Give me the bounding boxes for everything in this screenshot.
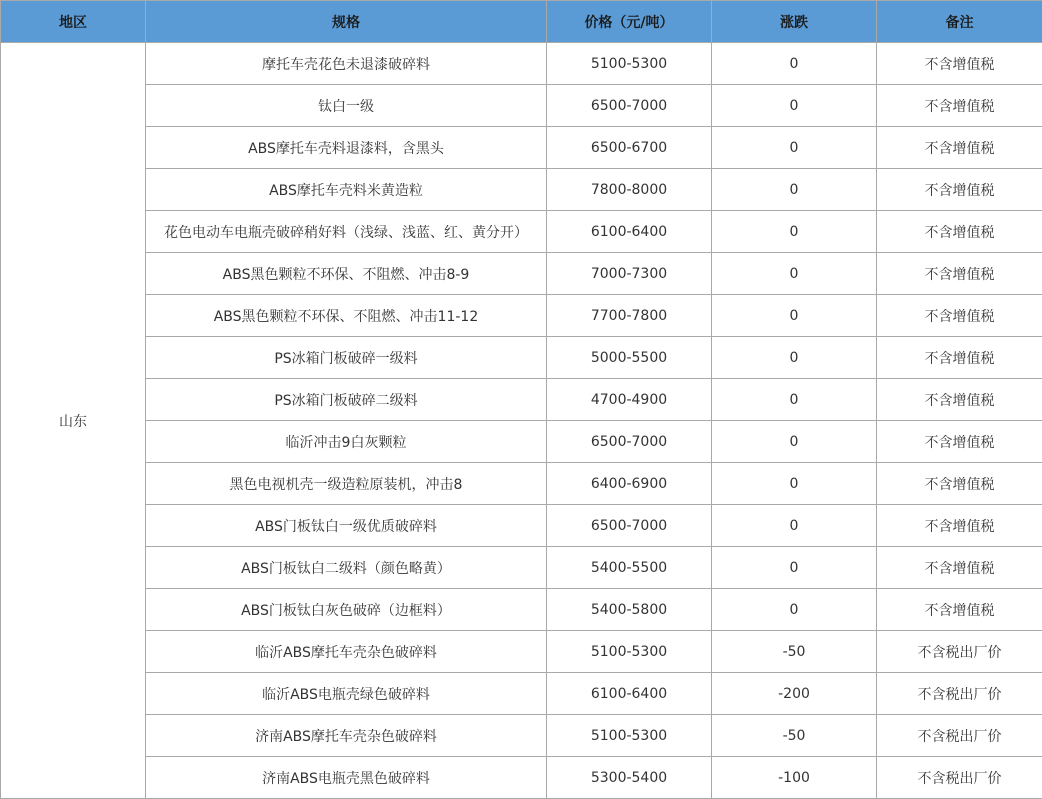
note-cell: 不含增值税 bbox=[877, 379, 1042, 421]
price-cell: 4700-4900 bbox=[547, 379, 712, 421]
spec-cell: 钛白一级 bbox=[146, 85, 547, 127]
price-cell: 5300-5400 bbox=[547, 757, 712, 799]
table-row bbox=[1, 295, 1042, 337]
table-body bbox=[1, 43, 1042, 799]
change-cell: 0 bbox=[712, 379, 877, 421]
spec-cell: PS冰箱门板破碎一级料 bbox=[146, 337, 547, 379]
header-change: 涨跌 bbox=[712, 1, 877, 43]
spec-cell: 济南ABS电瓶壳黑色破碎料 bbox=[146, 757, 547, 799]
price-cell: 5100-5300 bbox=[547, 43, 712, 85]
price-cell: 5100-5300 bbox=[547, 715, 712, 757]
table-header bbox=[1, 1, 1042, 43]
table-row bbox=[1, 505, 1042, 547]
price-cell: 7000-7300 bbox=[547, 253, 712, 295]
table-row bbox=[1, 589, 1042, 631]
table-row bbox=[1, 757, 1042, 799]
table-row bbox=[1, 211, 1042, 253]
note-cell: 不含税出厂价 bbox=[877, 631, 1042, 673]
spec-cell: PS冰箱门板破碎二级料 bbox=[146, 379, 547, 421]
price-cell: 5400-5500 bbox=[547, 547, 712, 589]
table-row bbox=[1, 337, 1042, 379]
spec-cell: ABS黑色颗粒不环保、不阻燃、冲击8-9 bbox=[146, 253, 547, 295]
note-cell: 不含税出厂价 bbox=[877, 715, 1042, 757]
note-cell: 不含增值税 bbox=[877, 169, 1042, 211]
note-cell: 不含增值税 bbox=[877, 211, 1042, 253]
change-cell: -200 bbox=[712, 673, 877, 715]
note-cell: 不含增值税 bbox=[877, 505, 1042, 547]
price-cell: 5400-5800 bbox=[547, 589, 712, 631]
change-cell: 0 bbox=[712, 463, 877, 505]
spec-cell: 黑色电视机壳一级造粒原装机，冲击8 bbox=[146, 463, 547, 505]
price-cell: 6500-7000 bbox=[547, 421, 712, 463]
header-price: 价格（元/吨） bbox=[547, 1, 712, 43]
change-cell: -50 bbox=[712, 715, 877, 757]
spec-cell: 临沂冲击9白灰颗粒 bbox=[146, 421, 547, 463]
price-cell: 7700-7800 bbox=[547, 295, 712, 337]
spec-cell: 济南ABS摩托车壳杂色破碎料 bbox=[146, 715, 547, 757]
spec-cell: ABS摩托车壳料米黄造粒 bbox=[146, 169, 547, 211]
price-cell: 5100-5300 bbox=[547, 631, 712, 673]
change-cell: 0 bbox=[712, 505, 877, 547]
table-row bbox=[1, 631, 1042, 673]
region-cell: 山东 bbox=[1, 43, 146, 799]
note-cell: 不含增值税 bbox=[877, 295, 1042, 337]
change-cell: 0 bbox=[712, 43, 877, 85]
price-cell: 7800-8000 bbox=[547, 169, 712, 211]
note-cell: 不含增值税 bbox=[877, 253, 1042, 295]
spec-cell: ABS门板钛白一级优质破碎料 bbox=[146, 505, 547, 547]
change-cell: 0 bbox=[712, 337, 877, 379]
change-cell: 0 bbox=[712, 547, 877, 589]
header-spec: 规格 bbox=[146, 1, 547, 43]
header-note: 备注 bbox=[877, 1, 1042, 43]
spec-cell: 临沂ABS摩托车壳杂色破碎料 bbox=[146, 631, 547, 673]
table-row bbox=[1, 253, 1042, 295]
table-row bbox=[1, 715, 1042, 757]
price-cell: 6500-6700 bbox=[547, 127, 712, 169]
price-cell: 6500-7000 bbox=[547, 85, 712, 127]
note-cell: 不含增值税 bbox=[877, 43, 1042, 85]
header-row bbox=[1, 1, 1042, 43]
table-row bbox=[1, 169, 1042, 211]
price-cell: 6100-6400 bbox=[547, 673, 712, 715]
note-cell: 不含增值税 bbox=[877, 463, 1042, 505]
note-cell: 不含增值税 bbox=[877, 547, 1042, 589]
table-row bbox=[1, 43, 1042, 85]
table-row bbox=[1, 547, 1042, 589]
change-cell: 0 bbox=[712, 211, 877, 253]
price-cell: 5000-5500 bbox=[547, 337, 712, 379]
change-cell: 0 bbox=[712, 589, 877, 631]
note-cell: 不含增值税 bbox=[877, 85, 1042, 127]
change-cell: 0 bbox=[712, 295, 877, 337]
note-cell: 不含税出厂价 bbox=[877, 757, 1042, 799]
price-cell: 6500-7000 bbox=[547, 505, 712, 547]
change-cell: 0 bbox=[712, 421, 877, 463]
spec-cell: 花色电动车电瓶壳破碎稍好料（浅绿、浅蓝、红、黄分开） bbox=[146, 211, 547, 253]
table-row bbox=[1, 85, 1042, 127]
note-cell: 不含增值税 bbox=[877, 421, 1042, 463]
change-cell: -100 bbox=[712, 757, 877, 799]
table-row bbox=[1, 127, 1042, 169]
spec-cell: ABS黑色颗粒不环保、不阻燃、冲击11-12 bbox=[146, 295, 547, 337]
note-cell: 不含增值税 bbox=[877, 589, 1042, 631]
change-cell: 0 bbox=[712, 85, 877, 127]
table-row bbox=[1, 673, 1042, 715]
change-cell: 0 bbox=[712, 253, 877, 295]
note-cell: 不含税出厂价 bbox=[877, 673, 1042, 715]
note-cell: 不含增值税 bbox=[877, 127, 1042, 169]
spec-cell: ABS门板钛白灰色破碎（边框料） bbox=[146, 589, 547, 631]
table-row bbox=[1, 379, 1042, 421]
change-cell: 0 bbox=[712, 127, 877, 169]
table-row bbox=[1, 463, 1042, 505]
table-row bbox=[1, 421, 1042, 463]
price-cell: 6100-6400 bbox=[547, 211, 712, 253]
change-cell: 0 bbox=[712, 169, 877, 211]
note-cell: 不含增值税 bbox=[877, 337, 1042, 379]
spec-cell: ABS门板钛白二级料（颜色略黄） bbox=[146, 547, 547, 589]
change-cell: -50 bbox=[712, 631, 877, 673]
spec-cell: 摩托车壳花色未退漆破碎料 bbox=[146, 43, 547, 85]
header-region: 地区 bbox=[1, 1, 146, 43]
spec-cell: ABS摩托车壳料退漆料，含黑头 bbox=[146, 127, 547, 169]
price-cell: 6400-6900 bbox=[547, 463, 712, 505]
spec-cell: 临沂ABS电瓶壳绿色破碎料 bbox=[146, 673, 547, 715]
